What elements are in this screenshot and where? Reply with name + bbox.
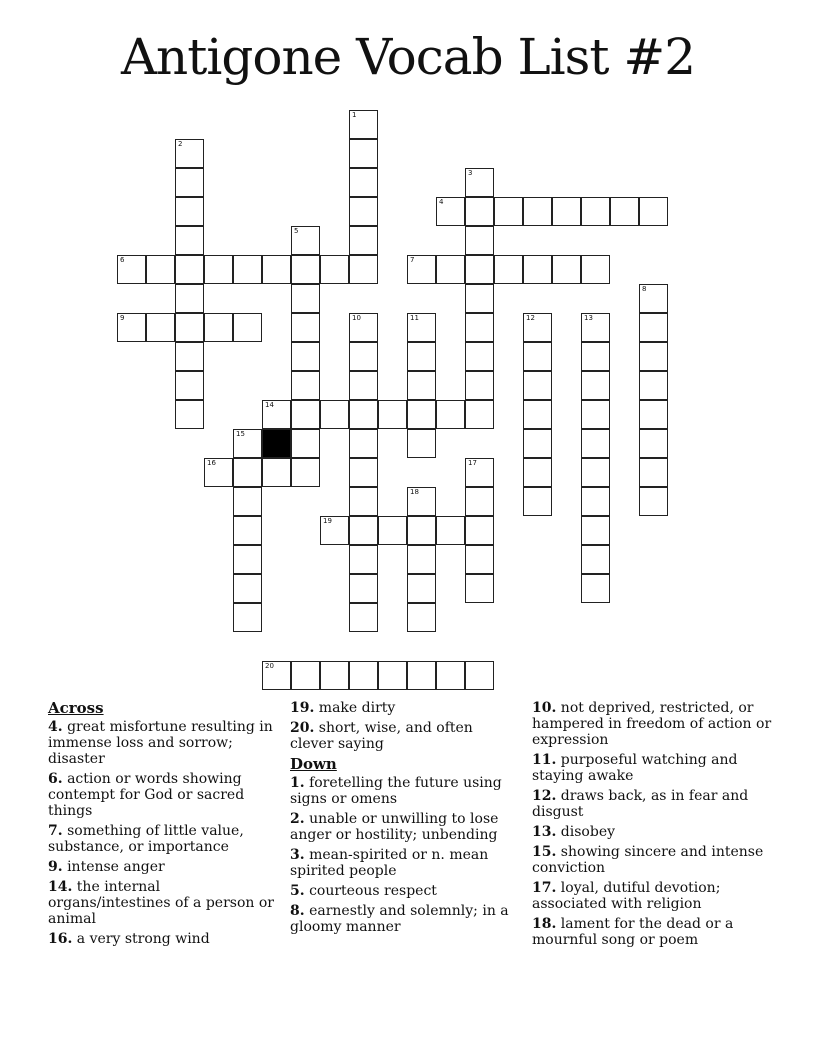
clue-number: 2 bbox=[178, 140, 183, 148]
grid-cell[interactable] bbox=[233, 255, 262, 284]
grid-cell[interactable] bbox=[639, 458, 668, 487]
clue-text: draws back, as in fear and disgust bbox=[532, 788, 749, 820]
clue-item bbox=[290, 720, 512, 752]
grid-cell[interactable] bbox=[610, 197, 639, 226]
grid-cell[interactable] bbox=[291, 661, 320, 690]
grid-cell[interactable] bbox=[291, 255, 320, 284]
clue-text: earnestly and solemnly; in a gloomy manner bbox=[290, 903, 509, 935]
clue-section-heading: Across bbox=[48, 699, 104, 717]
clue-number-label: 8. bbox=[290, 903, 305, 919]
grid-cell[interactable] bbox=[233, 458, 262, 487]
grid-cell[interactable] bbox=[436, 255, 465, 284]
clue-text: short, wise, and often clever saying bbox=[290, 720, 473, 752]
grid-cell[interactable] bbox=[349, 313, 378, 342]
clue-number: 3 bbox=[468, 169, 473, 177]
grid-cell[interactable] bbox=[378, 516, 407, 545]
grid-cell[interactable] bbox=[175, 139, 204, 168]
clue-number-label: 20. bbox=[290, 720, 315, 736]
grid-cell[interactable] bbox=[465, 545, 494, 574]
grid-cell[interactable] bbox=[349, 197, 378, 226]
clue-item bbox=[532, 916, 772, 948]
grid-cell[interactable] bbox=[291, 284, 320, 313]
grid-cell[interactable] bbox=[349, 342, 378, 371]
clue-number-label: 16. bbox=[48, 931, 73, 947]
clue-text: mean-spirited or n. mean spirited people bbox=[290, 847, 489, 879]
clue-number-label: 11. bbox=[532, 752, 557, 768]
clue-number-label: 17. bbox=[532, 880, 557, 896]
grid-cell[interactable] bbox=[523, 371, 552, 400]
grid-cell[interactable] bbox=[465, 400, 494, 429]
clue-item bbox=[532, 752, 772, 784]
grid-cell[interactable] bbox=[465, 516, 494, 545]
grid-cell[interactable] bbox=[262, 458, 291, 487]
grid-cell[interactable] bbox=[175, 197, 204, 226]
clue-item bbox=[48, 879, 280, 927]
grid-cell[interactable] bbox=[175, 313, 204, 342]
grid-cell[interactable] bbox=[233, 313, 262, 342]
clue-text: purposeful watching and staying awake bbox=[532, 752, 738, 784]
clue-number: 4 bbox=[439, 198, 444, 206]
clue-item bbox=[290, 903, 512, 935]
grid-cell[interactable] bbox=[320, 661, 349, 690]
grid-cell[interactable] bbox=[465, 371, 494, 400]
clue-number: 16 bbox=[207, 459, 216, 467]
grid-cell[interactable] bbox=[233, 574, 262, 603]
grid-cell[interactable] bbox=[320, 400, 349, 429]
clue-number-label: 9. bbox=[48, 859, 63, 875]
grid-cell[interactable] bbox=[262, 255, 291, 284]
grid-cell[interactable] bbox=[581, 371, 610, 400]
clue-number-label: 12. bbox=[532, 788, 557, 804]
clue-number-label: 19. bbox=[290, 700, 315, 716]
grid-cell[interactable] bbox=[436, 400, 465, 429]
clue-number-label: 3. bbox=[290, 847, 305, 863]
grid-cell[interactable] bbox=[465, 661, 494, 690]
clue-item bbox=[48, 771, 280, 819]
page-title: Antigone Vocab List #2 bbox=[120, 28, 696, 86]
grid-cell[interactable] bbox=[407, 545, 436, 574]
clue-text: not deprived, restricted, or hampered in freedom of action or expression bbox=[532, 700, 772, 748]
grid-cell[interactable] bbox=[436, 197, 465, 226]
clue-number-label: 2. bbox=[290, 811, 305, 827]
clue-item bbox=[48, 823, 280, 855]
clue-number: 18 bbox=[410, 488, 419, 496]
grid-cell[interactable] bbox=[581, 458, 610, 487]
clue-number: 8 bbox=[642, 285, 647, 293]
grid-cell[interactable] bbox=[349, 429, 378, 458]
grid-cell[interactable] bbox=[320, 516, 349, 545]
clue-item bbox=[532, 880, 772, 912]
clue-number-label: 6. bbox=[48, 771, 63, 787]
clue-number-label: 14. bbox=[48, 879, 73, 895]
grid-cell[interactable] bbox=[146, 255, 175, 284]
grid-cell[interactable] bbox=[175, 168, 204, 197]
clue-item bbox=[532, 788, 772, 820]
clue-text: lament for the dead or a mournful song or poem bbox=[532, 916, 734, 948]
clue-number: 15 bbox=[236, 430, 245, 438]
clue-text: something of little value, substance, or importance bbox=[48, 823, 244, 855]
grid-cell[interactable] bbox=[349, 139, 378, 168]
grid-cell[interactable] bbox=[465, 574, 494, 603]
grid-cell[interactable] bbox=[378, 661, 407, 690]
grid-cell[interactable] bbox=[436, 661, 465, 690]
grid-cell[interactable] bbox=[291, 313, 320, 342]
grid-cell[interactable] bbox=[552, 255, 581, 284]
clue-item bbox=[290, 775, 512, 807]
clue-number-label: 10. bbox=[532, 700, 557, 716]
clue-number: 13 bbox=[584, 314, 593, 322]
clue-number: 10 bbox=[352, 314, 361, 322]
grid-cell[interactable] bbox=[349, 458, 378, 487]
grid-cell[interactable] bbox=[407, 516, 436, 545]
grid-cell[interactable] bbox=[204, 313, 233, 342]
clue-number: 6 bbox=[120, 256, 125, 264]
grid-cell[interactable] bbox=[523, 429, 552, 458]
grid-cell[interactable] bbox=[349, 574, 378, 603]
clue-item bbox=[290, 883, 512, 899]
clue-number-label: 18. bbox=[532, 916, 557, 932]
clue-text: great misfortune resulting in immense loss and sorrow; disaster bbox=[48, 719, 273, 767]
clue-text: foretelling the future using signs or omens bbox=[290, 775, 502, 807]
clue-item bbox=[532, 824, 772, 840]
grid-cell[interactable] bbox=[291, 458, 320, 487]
clue-number: 5 bbox=[294, 227, 299, 235]
grid-cell[interactable] bbox=[349, 371, 378, 400]
clue-number-label: 13. bbox=[532, 824, 557, 840]
grid-cell[interactable] bbox=[175, 255, 204, 284]
grid-cell[interactable] bbox=[494, 197, 523, 226]
grid-cell[interactable] bbox=[349, 400, 378, 429]
clue-text: disobey bbox=[556, 824, 616, 840]
clue-column-2 bbox=[290, 700, 512, 939]
clue-item bbox=[290, 811, 512, 843]
clue-number: 20 bbox=[265, 662, 274, 670]
grid-cell[interactable] bbox=[494, 255, 523, 284]
grid-cell[interactable] bbox=[639, 313, 668, 342]
clue-number: 1 bbox=[352, 111, 357, 119]
grid-cell[interactable] bbox=[465, 255, 494, 284]
grid-cell[interactable] bbox=[407, 342, 436, 371]
clue-number: 11 bbox=[410, 314, 419, 322]
grid-cell[interactable] bbox=[581, 313, 610, 342]
grid-cell[interactable] bbox=[581, 487, 610, 516]
clue-item bbox=[48, 859, 280, 875]
grid-cell[interactable] bbox=[175, 284, 204, 313]
clue-number-label: 5. bbox=[290, 883, 305, 899]
grid-cell[interactable] bbox=[320, 255, 349, 284]
grid-cell[interactable] bbox=[175, 371, 204, 400]
grid-cell[interactable] bbox=[523, 313, 552, 342]
grid-cell[interactable] bbox=[233, 487, 262, 516]
grid-cell[interactable] bbox=[291, 429, 320, 458]
grid-cell[interactable] bbox=[175, 400, 204, 429]
grid-cell[interactable] bbox=[349, 545, 378, 574]
grid-cell[interactable] bbox=[407, 400, 436, 429]
grid-cell[interactable] bbox=[378, 400, 407, 429]
clue-number-label: 1. bbox=[290, 775, 305, 791]
grid-cell[interactable] bbox=[233, 545, 262, 574]
grid-cell[interactable] bbox=[581, 342, 610, 371]
clue-item bbox=[532, 844, 772, 876]
grid-cell[interactable] bbox=[523, 458, 552, 487]
clue-text: action or words showing contempt for God or sacred things bbox=[48, 771, 245, 819]
clue-number-label: 15. bbox=[532, 844, 557, 860]
grid-cell[interactable] bbox=[291, 342, 320, 371]
grid-cell[interactable] bbox=[523, 487, 552, 516]
clue-item bbox=[290, 847, 512, 879]
grid-cell[interactable] bbox=[523, 197, 552, 226]
clue-section-heading: Down bbox=[290, 755, 337, 773]
clue-text: a very strong wind bbox=[72, 931, 210, 947]
grid-cell[interactable] bbox=[581, 255, 610, 284]
clue-text: the internal organs/intestines of a person or animal bbox=[48, 879, 274, 927]
grid-cell[interactable] bbox=[639, 400, 668, 429]
grid-cell[interactable] bbox=[465, 197, 494, 226]
grid-cell[interactable] bbox=[175, 226, 204, 255]
grid-cell[interactable] bbox=[639, 342, 668, 371]
grid-cell[interactable] bbox=[291, 400, 320, 429]
grid-cell[interactable] bbox=[349, 168, 378, 197]
grid-cell[interactable] bbox=[465, 226, 494, 255]
grid-cell[interactable] bbox=[581, 197, 610, 226]
grid-cell[interactable] bbox=[639, 487, 668, 516]
clue-text: intense anger bbox=[62, 859, 165, 875]
clue-number: 9 bbox=[120, 314, 125, 322]
grid-cell[interactable] bbox=[407, 371, 436, 400]
grid-cell[interactable] bbox=[523, 400, 552, 429]
clue-text: courteous respect bbox=[304, 883, 437, 899]
grid-cell[interactable] bbox=[436, 516, 465, 545]
grid-cell[interactable] bbox=[233, 603, 262, 632]
grid-cell[interactable] bbox=[349, 661, 378, 690]
clue-text: unable or unwilling to lose anger or hostility; unbending bbox=[290, 811, 499, 843]
grid-cell[interactable] bbox=[581, 545, 610, 574]
grid-cell[interactable] bbox=[581, 516, 610, 545]
grid-cell[interactable] bbox=[233, 516, 262, 545]
clue-text: make dirty bbox=[314, 700, 396, 716]
grid-cell[interactable] bbox=[639, 197, 668, 226]
clue-number: 17 bbox=[468, 459, 477, 467]
grid-cell[interactable] bbox=[407, 603, 436, 632]
grid-cell[interactable] bbox=[552, 197, 581, 226]
black-square bbox=[262, 429, 291, 458]
grid-cell[interactable] bbox=[465, 313, 494, 342]
clue-number-label: 7. bbox=[48, 823, 63, 839]
grid-cell[interactable] bbox=[262, 400, 291, 429]
clue-item bbox=[290, 700, 512, 716]
grid-cell[interactable] bbox=[465, 342, 494, 371]
grid-cell[interactable] bbox=[581, 429, 610, 458]
grid-cell[interactable] bbox=[349, 110, 378, 139]
clue-item bbox=[48, 719, 280, 767]
clue-text: loyal, dutiful devotion; associated with religion bbox=[532, 880, 721, 912]
grid-cell[interactable] bbox=[465, 168, 494, 197]
grid-cell[interactable] bbox=[581, 400, 610, 429]
clue-number: 14 bbox=[265, 401, 274, 409]
grid-cell[interactable] bbox=[233, 429, 262, 458]
grid-cell[interactable] bbox=[465, 458, 494, 487]
grid-cell[interactable] bbox=[639, 371, 668, 400]
grid-cell[interactable] bbox=[523, 255, 552, 284]
grid-cell[interactable] bbox=[204, 458, 233, 487]
clue-item bbox=[48, 931, 280, 947]
grid-cell[interactable] bbox=[204, 255, 233, 284]
grid-cell[interactable] bbox=[146, 313, 175, 342]
grid-cell[interactable] bbox=[407, 574, 436, 603]
grid-cell[interactable] bbox=[581, 574, 610, 603]
grid-cell[interactable] bbox=[407, 255, 436, 284]
grid-cell[interactable] bbox=[291, 371, 320, 400]
grid-cell[interactable] bbox=[117, 313, 146, 342]
clue-column-1 bbox=[48, 700, 280, 951]
grid-cell[interactable] bbox=[291, 226, 320, 255]
grid-cell[interactable] bbox=[262, 661, 291, 690]
clue-number: 7 bbox=[410, 256, 415, 264]
grid-cell[interactable] bbox=[349, 487, 378, 516]
grid-cell[interactable] bbox=[349, 255, 378, 284]
grid-cell[interactable] bbox=[465, 284, 494, 313]
grid-cell[interactable] bbox=[349, 603, 378, 632]
grid-cell[interactable] bbox=[407, 487, 436, 516]
grid-cell[interactable] bbox=[465, 487, 494, 516]
grid-cell[interactable] bbox=[117, 255, 146, 284]
clue-text: showing sincere and intense conviction bbox=[532, 844, 764, 876]
clue-number: 12 bbox=[526, 314, 535, 322]
grid-cell[interactable] bbox=[407, 313, 436, 342]
clue-number: 19 bbox=[323, 517, 332, 525]
clue-item bbox=[532, 700, 772, 748]
grid-cell[interactable] bbox=[349, 516, 378, 545]
grid-cell[interactable] bbox=[407, 429, 436, 458]
grid-cell[interactable] bbox=[639, 284, 668, 313]
grid-cell[interactable] bbox=[175, 342, 204, 371]
grid-cell[interactable] bbox=[523, 342, 552, 371]
grid-cell[interactable] bbox=[407, 661, 436, 690]
clue-column-3 bbox=[532, 700, 772, 952]
clue-number-label: 4. bbox=[48, 719, 63, 735]
grid-cell[interactable] bbox=[349, 226, 378, 255]
grid-cell[interactable] bbox=[639, 429, 668, 458]
